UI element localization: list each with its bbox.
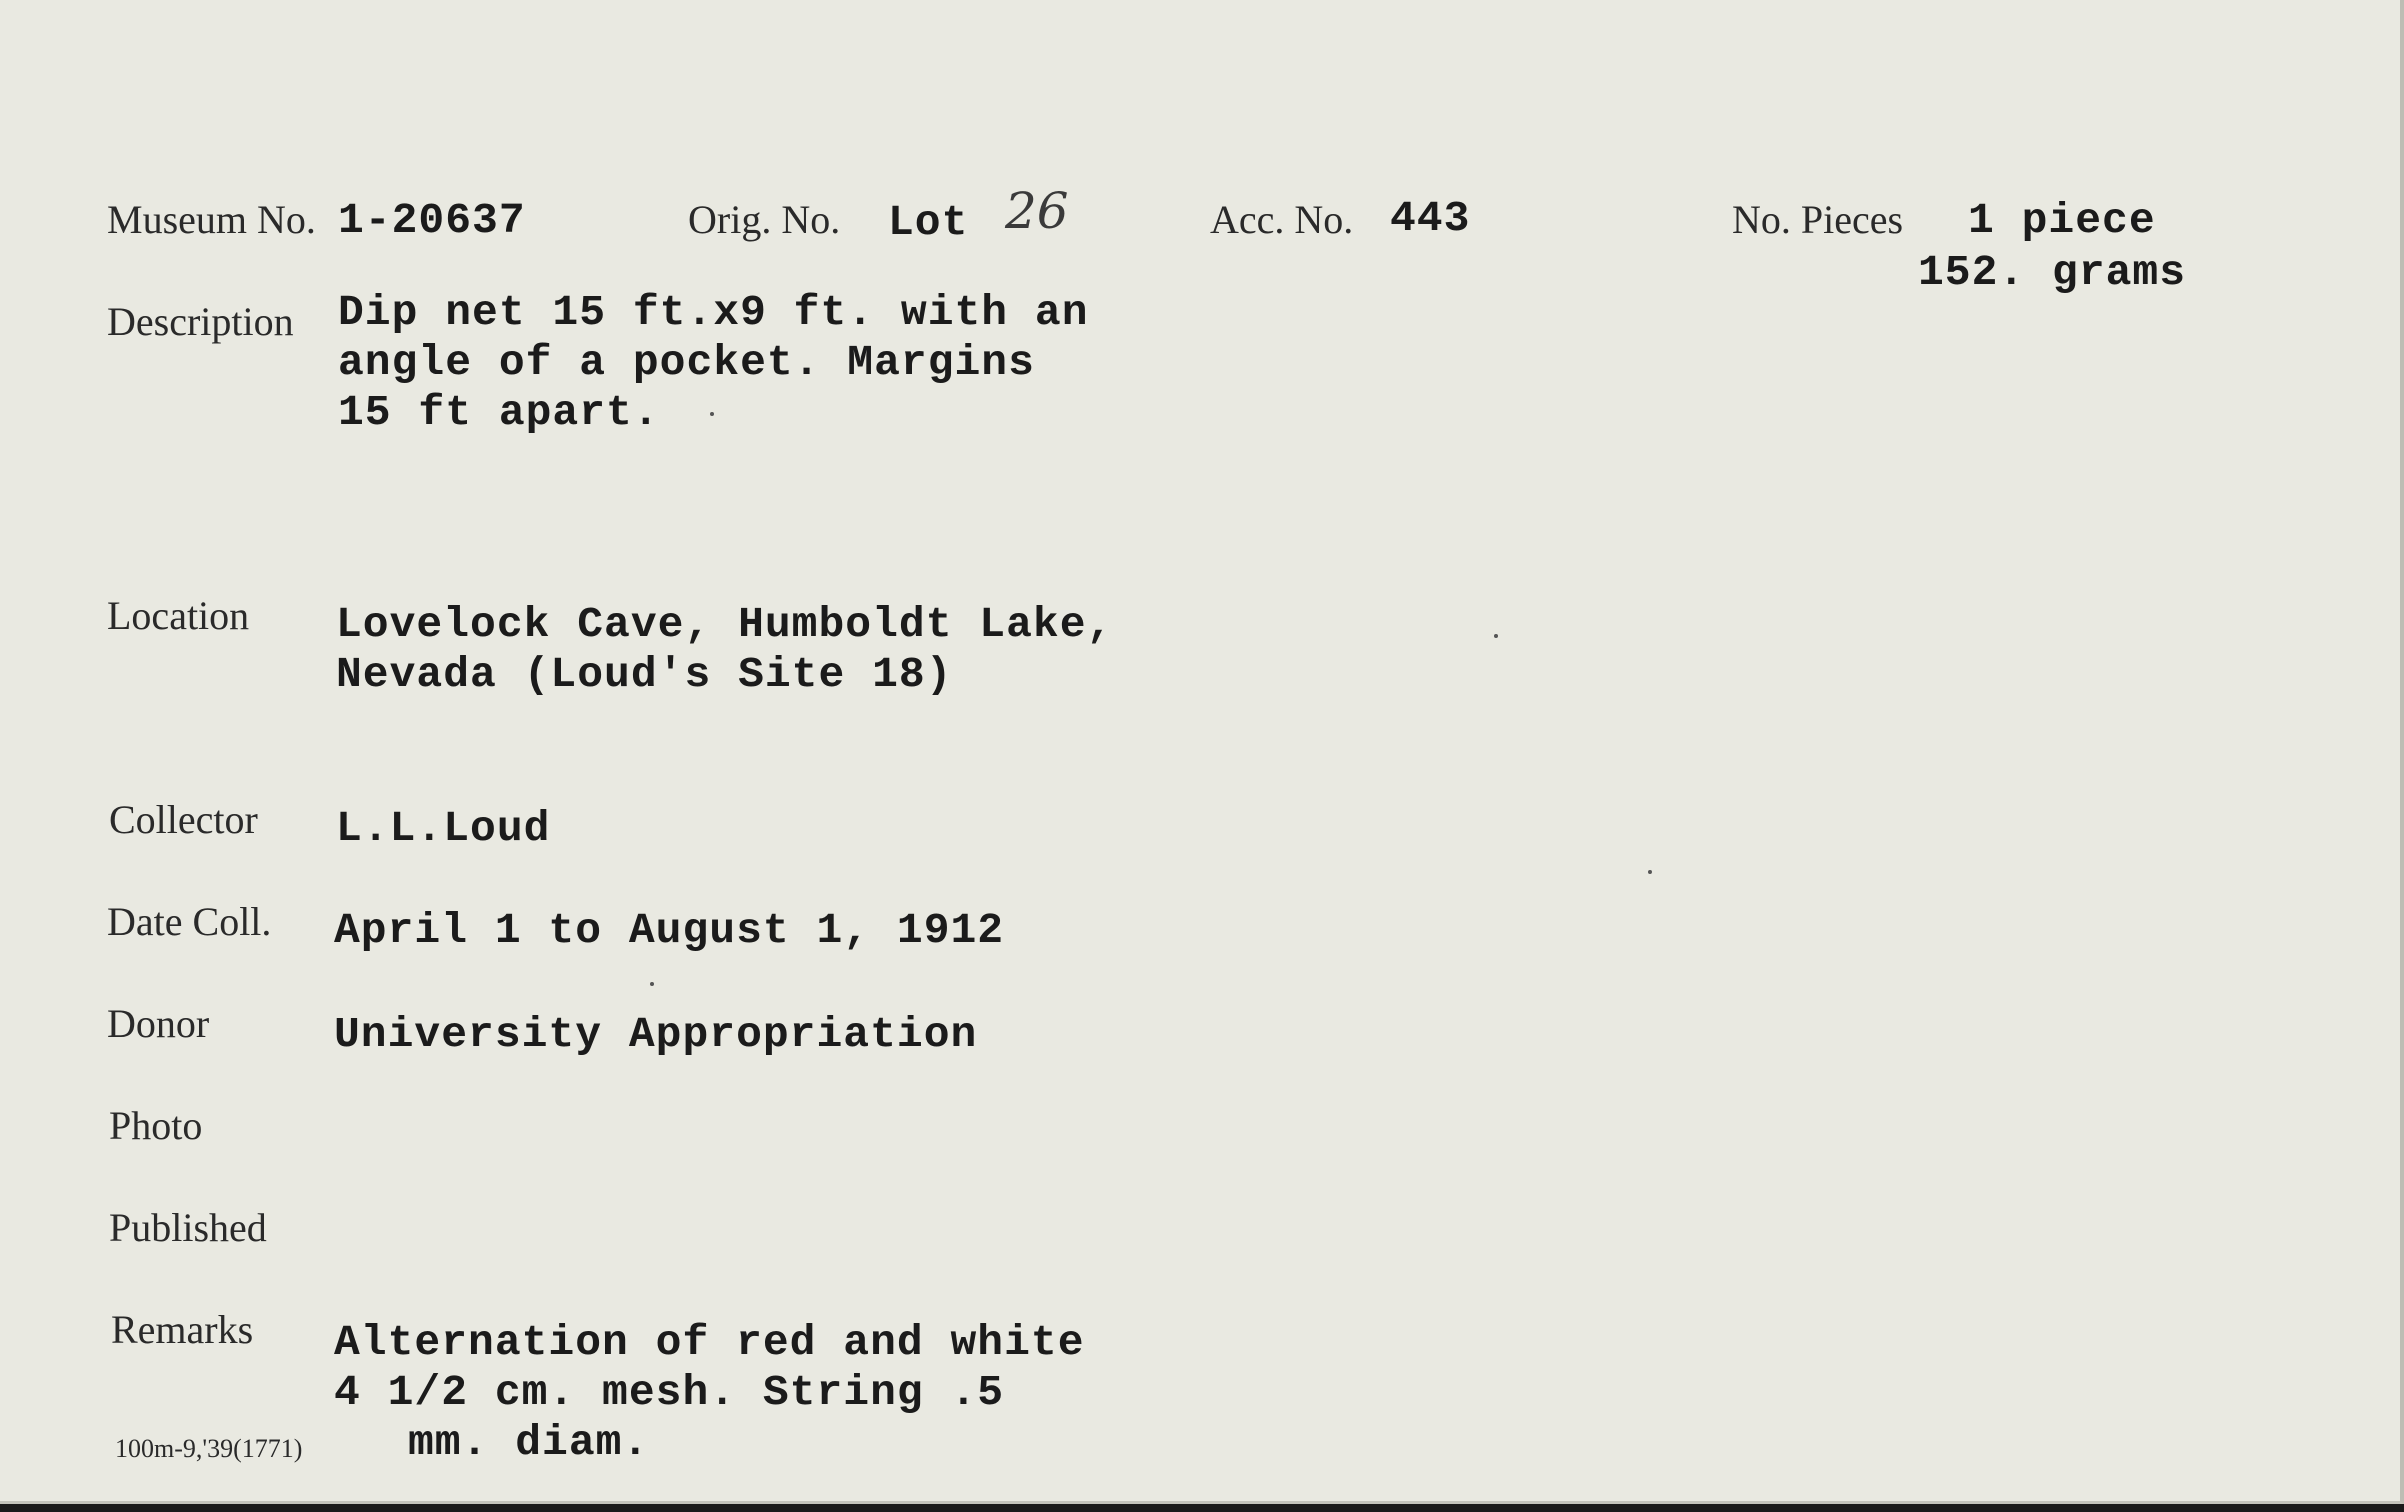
orig-no-label: Orig. No.	[688, 197, 841, 242]
location-label: Location	[107, 593, 250, 638]
no-pieces-value: 1 piece	[1968, 196, 2156, 245]
donor-value: University Appropriation	[334, 1010, 978, 1059]
form-code: 100m-9,'39(1771)	[115, 1434, 303, 1463]
orig-no-handwritten: 26	[1005, 182, 1069, 240]
date-coll-value: April 1 to August 1, 1912	[334, 906, 1005, 955]
no-pieces-label: No. Pieces	[1732, 197, 1904, 242]
card-speck	[1494, 634, 1498, 638]
museum-no-value: 1-20637	[338, 196, 526, 245]
museum-no-label: Museum No.	[107, 197, 316, 242]
location-line: Lovelock Cave, Humboldt Lake,	[336, 600, 1114, 649]
card-speck	[1648, 870, 1652, 874]
weight-value: 152. grams	[1918, 248, 2187, 297]
card-speck	[710, 412, 714, 416]
description-line: Dip net 15 ft.x9 ft. with an	[338, 288, 1089, 337]
published-label: Published	[109, 1205, 267, 1250]
date-coll-label: Date Coll.	[107, 899, 272, 944]
location-line: Nevada (Loud's Site 18)	[336, 650, 953, 699]
description-label: Description	[107, 299, 294, 344]
collector-value: L.L.Loud	[336, 804, 551, 853]
photo-label: Photo	[109, 1103, 203, 1148]
location-text	[336, 600, 1113, 700]
description-line: angle of a pocket. Margins	[338, 338, 1035, 387]
remarks-line: mm. diam.	[408, 1418, 650, 1467]
remarks-line: 4 1/2 cm. mesh. String .5	[334, 1368, 1005, 1417]
description-line: 15 ft apart.	[338, 388, 660, 437]
remarks-text	[334, 1318, 1085, 1468]
acc-no-label: Acc. No.	[1210, 197, 1354, 242]
orig-no-value: Lot	[888, 198, 969, 247]
remarks-label: Remarks	[111, 1307, 254, 1352]
remarks-line: Alternation of red and white	[334, 1318, 1085, 1367]
acc-no-value: 443	[1390, 194, 1471, 243]
donor-label: Donor	[107, 1001, 210, 1046]
collector-label: Collector	[109, 797, 258, 842]
card-speck	[650, 982, 654, 986]
